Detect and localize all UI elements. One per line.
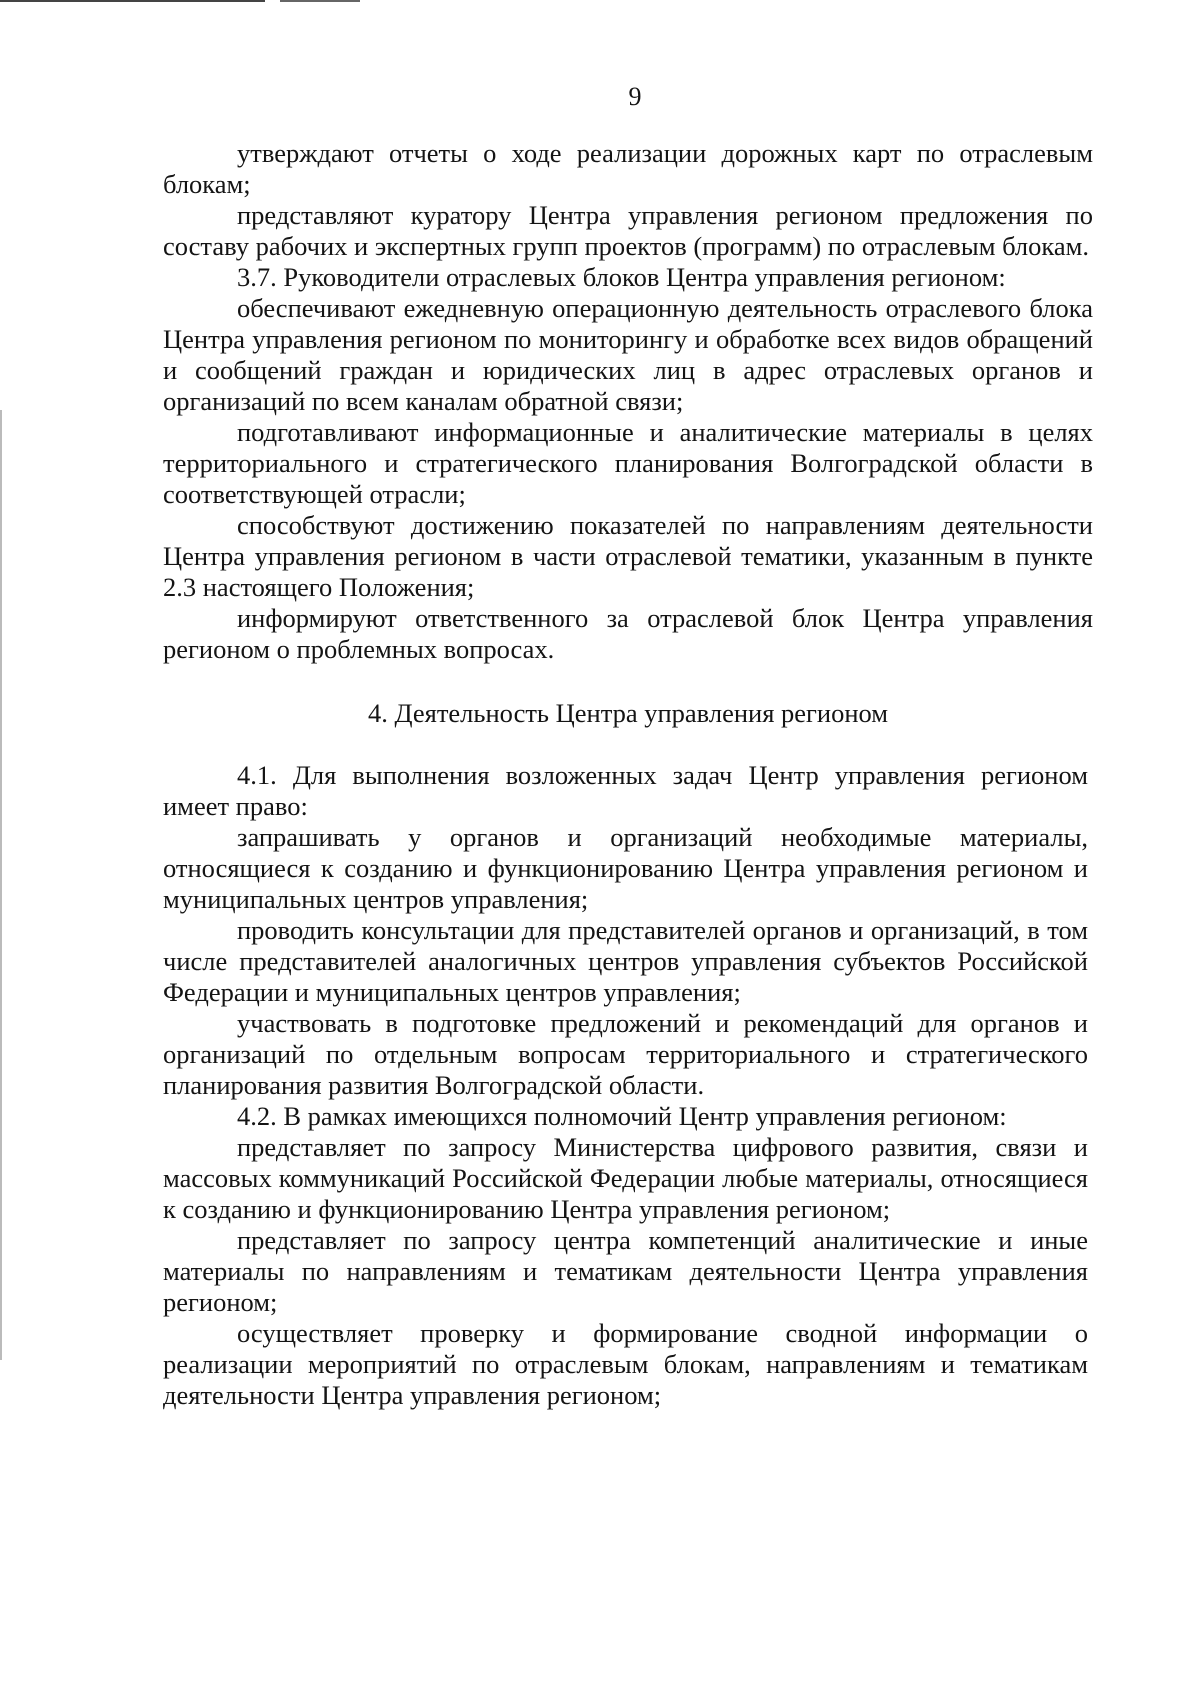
clause-4-2: 4.2. В рамках имеющихся полномочий Центр управления регионом:: [237, 1101, 1007, 1131]
paragraph: участвовать в подготовке предложений и рекомендаций для органов и организаций по отдельным вопросам территориального и стратегического планирования развития Волгоградской области.: [163, 1008, 1088, 1100]
scan-edge-top-segment: [280, 0, 360, 2]
paragraph: способствуют достижению показателей по направлениям деятельности Центра управления регионом в части отраслевой тематики, указанным в пункте 2.3 настоящего Положения;: [163, 510, 1093, 602]
paragraph: утверждают отчеты о ходе реализации дорожных карт по отраслевым блокам;: [163, 138, 1093, 199]
paragraph: подготавливают информационные и аналитические материалы в целях территориального и стратегического планирования Волгоградской области в соответствующей отрасли;: [163, 417, 1093, 509]
paragraph: представляют куратору Центра управления регионом предложения по составу рабочих и экспертных групп проектов (программ) по отраслевым блокам.: [163, 200, 1093, 261]
page-number: 9: [628, 82, 642, 111]
document-body: [163, 138, 1093, 1411]
clause-4-1: 4.1. Для выполнения возложенных задач Центр управления регионом имеет право:: [163, 760, 1088, 821]
paragraph: осуществляет проверку и формирование сводной информации о реализации мероприятий по отраслевым блокам, направлениям и тематикам деятельности Центра управления регионом;: [163, 1318, 1088, 1410]
paragraph: представляет по запросу Министерства цифрового развития, связи и массовых коммуникаций Российской Федерации любые материалы, относящиеся к созданию и функционированию Центра управления регионом;: [163, 1132, 1088, 1224]
section-4-body: [163, 760, 1088, 1411]
paragraph: представляет по запросу центра компетенций аналитические и иные материалы по направлениям и тематикам деятельности Центра управления регионом;: [163, 1225, 1088, 1317]
paragraph: запрашивать у органов и организаций необходимые материалы, относящиеся к созданию и функционированию Центра управления регионом и муниципальных центров управления;: [163, 822, 1088, 914]
section-3-continuation: [163, 138, 1093, 665]
section-4-heading: 4. Деятельность Центра управления регионом: [367, 698, 889, 728]
paragraph: обеспечивают ежедневную операционную деятельность отраслевого блока Центра управления регионом по мониторингу и обработке всех видов обращений и сообщений граждан и юридических лиц в адрес отраслевых органов и организаций по всем каналам обратной связи;: [163, 293, 1093, 416]
paragraph: проводить консультации для представителей органов и организаций, в том числе представителей аналогичных центров управления субъектов Российской Федерации и муниципальных центров управления;: [163, 915, 1088, 1007]
paragraph: информируют ответственного за отраслевой блок Центра управления регионом о проблемных вопросах.: [163, 603, 1093, 664]
scan-edge-top: [0, 0, 265, 2]
scan-edge-left: [0, 410, 2, 1360]
clause-3-7: 3.7. Руководители отраслевых блоков Центра управления регионом:: [237, 262, 1006, 292]
